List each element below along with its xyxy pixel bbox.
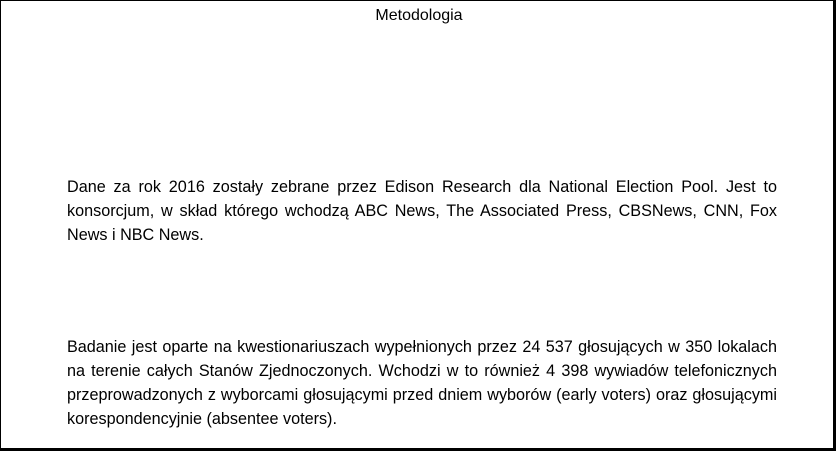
page-title: Metodologia [375, 7, 463, 24]
paragraph-survey-method: Badanie jest oparte na kwestionariuszach wypełnionych przez 24 537 głosujących w 350 lokalach na terenie całych Stanów Zjednoczonych. Wchodzi w to również 4 398 wywiadów telefonicznych przeprowadzonych z wyborcami głosującymi przed dniem wyborów (early voters) oraz głosującymi korespondencyjnie (absentee voters). [67, 338, 777, 428]
paragraph-data-source: Dane za rok 2016 zostały zebrane przez Edison Research dla National Election Pool. Jest to konsorcjum, w skład którego wchodzą ABC News, The Associated Press, CBSNews, CNN, Fox News i NBC News. [67, 178, 777, 244]
